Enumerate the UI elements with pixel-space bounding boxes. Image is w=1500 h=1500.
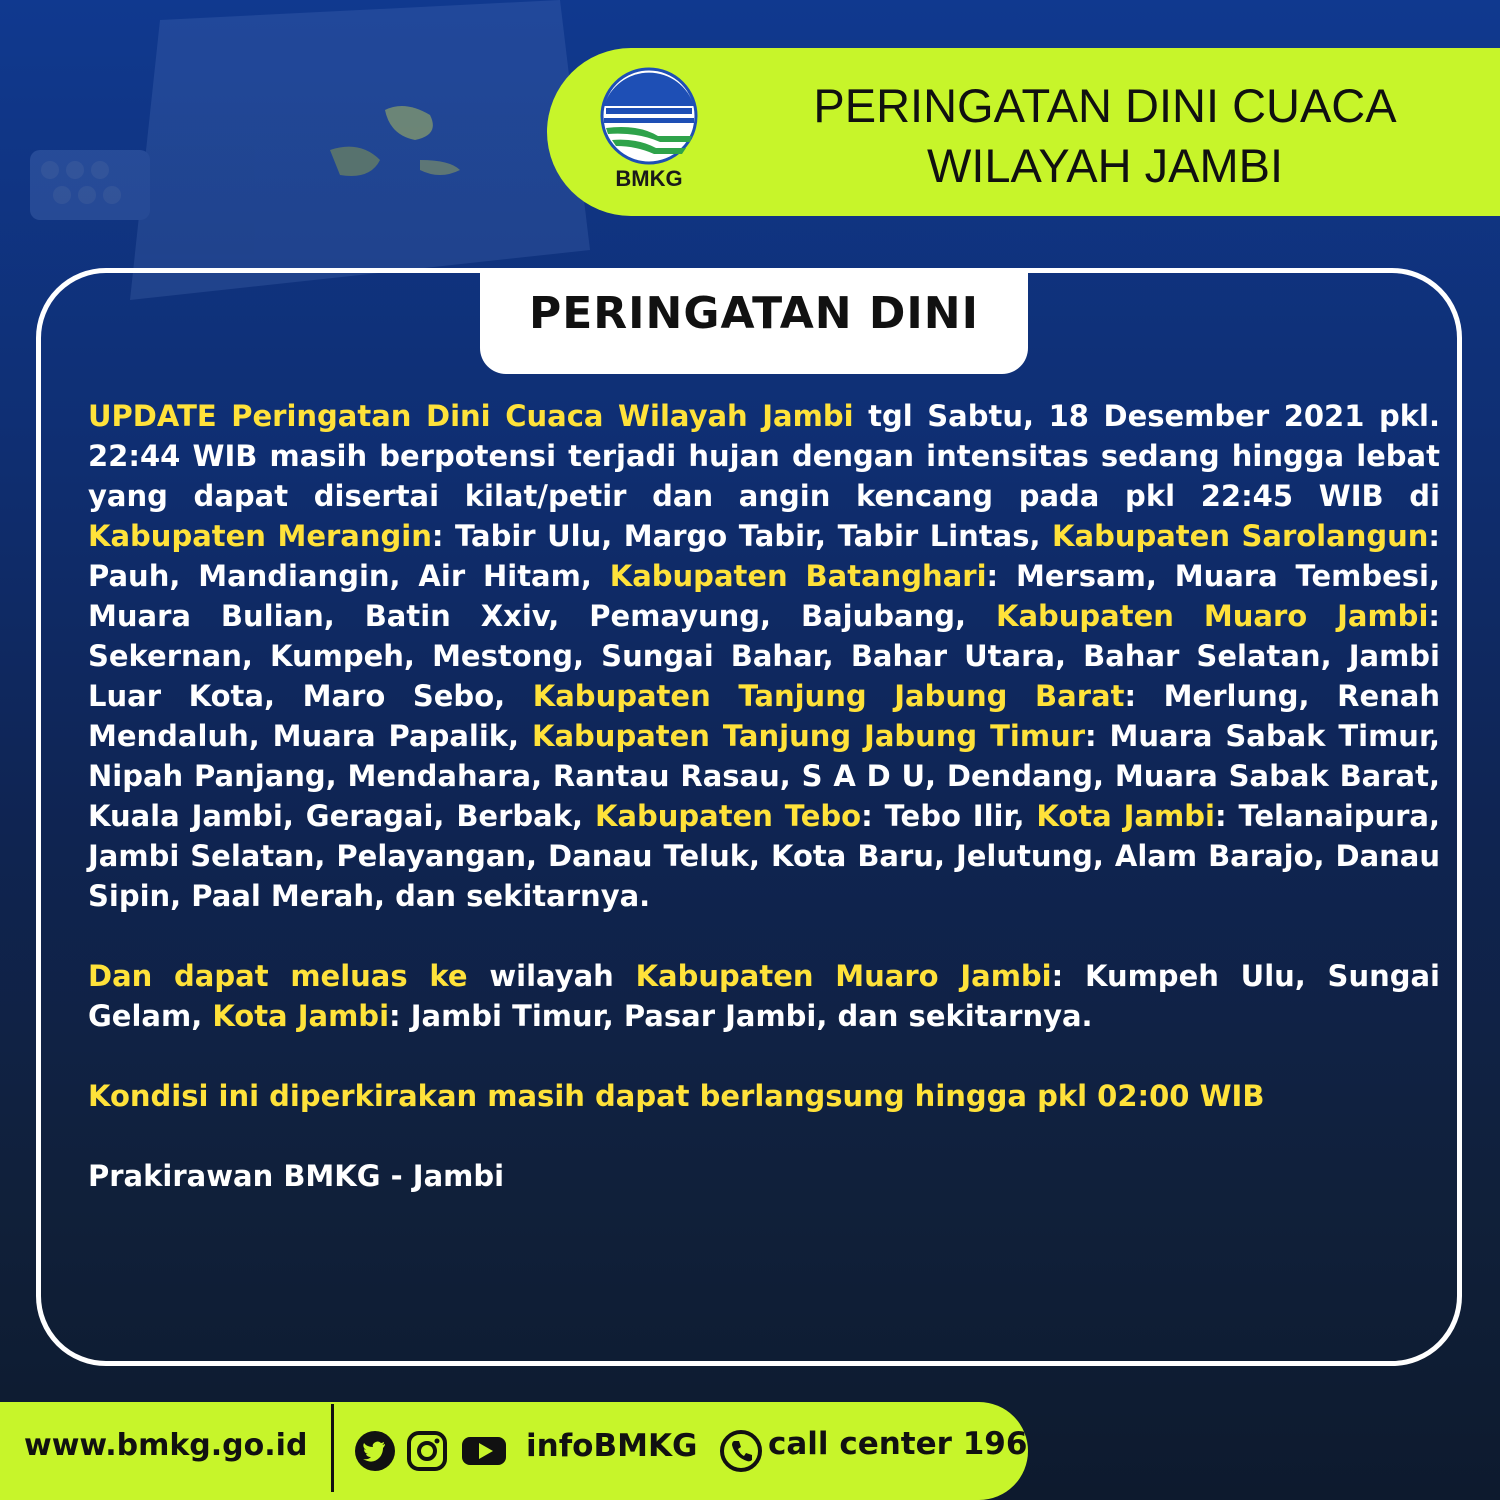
highlighted-text: Kabupaten Tebo <box>594 799 862 833</box>
highlighted-text: Kabupaten Muaro Jambi <box>995 599 1429 633</box>
page-title <box>760 76 1450 196</box>
logo-text: BMKG <box>615 166 683 191</box>
highlighted-text: Kota Jambi <box>212 999 390 1033</box>
highlighted-text: Kabupaten Sarolangun <box>1052 519 1429 553</box>
body-text: : Tebo Ilir, <box>861 799 1037 833</box>
body-text: : Pauh, Mandiangin, Air Hitam, <box>88 519 1440 593</box>
website-link[interactable]: www.bmkg.go.id <box>24 1428 308 1463</box>
call-center[interactable]: call center 196 <box>768 1426 1028 1462</box>
body-text: : Kumpeh Ulu, Sungai Gelam, <box>88 959 1440 1033</box>
highlighted-text: Kabupaten Tanjung Jabung Timur <box>532 719 1085 753</box>
highlighted-text: Kabupaten Batanghari <box>609 559 987 593</box>
highlighted-text: Kabupaten Muaro Jambi <box>635 959 1052 993</box>
warning-paragraph-duration: Kondisi ini diperkirakan masih dapat berlangsung hingga pkl 02:00 WIB <box>88 1079 1265 1113</box>
body-text: : Mersam, Muara Tembesi, Muara Bulian, Batin Xxiv, Pemayung, Bajubang, <box>88 559 1441 633</box>
bmkg-logo-icon <box>598 66 700 166</box>
body-text: wilayah <box>467 959 636 993</box>
body-text: : Tabir Ulu, Margo Tabir, Tabir Lintas, <box>431 519 1053 553</box>
body-text: tgl Sabtu, 18 Desember 2021 pkl. 22:44 WIB masih berpotensi terjadi hujan dengan intensitas sedang hingga lebat yang dapat disertai kilat/petir dan angin kencang pada pkl 22:45 WIB di <box>88 399 1440 513</box>
title-line-1: PERINGATAN DINI CUACA <box>813 79 1397 132</box>
title-line-2: WILAYAH JAMBI <box>926 139 1284 192</box>
body-text: : Merlung, Renah Mendaluh, Muara Papalik, <box>88 679 1440 753</box>
body-text: : Muara Sabak Timur, Nipah Panjang, Mendahara, Rantau Rasau, S A D U, Dendang, Muara Sabak Barat, Kuala Jambi, Geragai, Berbak, <box>88 719 1440 833</box>
panel-title: PERINGATAN DINI <box>528 288 979 339</box>
highlighted-text: UPDATE Peringatan Dini Cuaca Wilayah Jambi <box>88 399 854 433</box>
bmkg-logo <box>598 66 700 192</box>
panel-tab <box>480 270 1028 374</box>
instagram-icon[interactable] <box>406 1430 448 1472</box>
twitter-icon[interactable] <box>354 1430 396 1472</box>
warning-content <box>88 396 1440 1196</box>
body-text: : Sekernan, Kumpeh, Mestong, Sungai Bahar, Bahar Utara, Bahar Selatan, Jambi Luar Kota, Maro Sebo, <box>88 599 1440 713</box>
signature: Prakirawan BMKG - Jambi <box>88 1159 505 1193</box>
warning-paragraph-extension <box>88 956 1440 1036</box>
highlighted-text: Kabupaten Merangin <box>88 519 432 553</box>
highlighted-text: Kota Jambi <box>1036 799 1215 833</box>
social-handle[interactable]: infoBMKG <box>526 1428 698 1464</box>
highlighted-text: Dan dapat meluas ke <box>88 959 468 993</box>
phone-icon <box>720 1430 762 1472</box>
warning-paragraph-main <box>88 396 1440 916</box>
highlighted-text: Kabupaten Tanjung Jabung Barat <box>532 679 1125 713</box>
body-text: : Jambi Timur, Pasar Jambi, dan sekitarnya. <box>389 999 1093 1033</box>
youtube-icon[interactable] <box>460 1430 508 1472</box>
footer-divider <box>331 1404 334 1492</box>
body-text: : Telanaipura, Jambi Selatan, Pelayangan, Danau Teluk, Kota Baru, Jelutung, Alam Barajo, Danau Sipin, Paal Merah, dan sekitarnya. <box>88 799 1440 913</box>
